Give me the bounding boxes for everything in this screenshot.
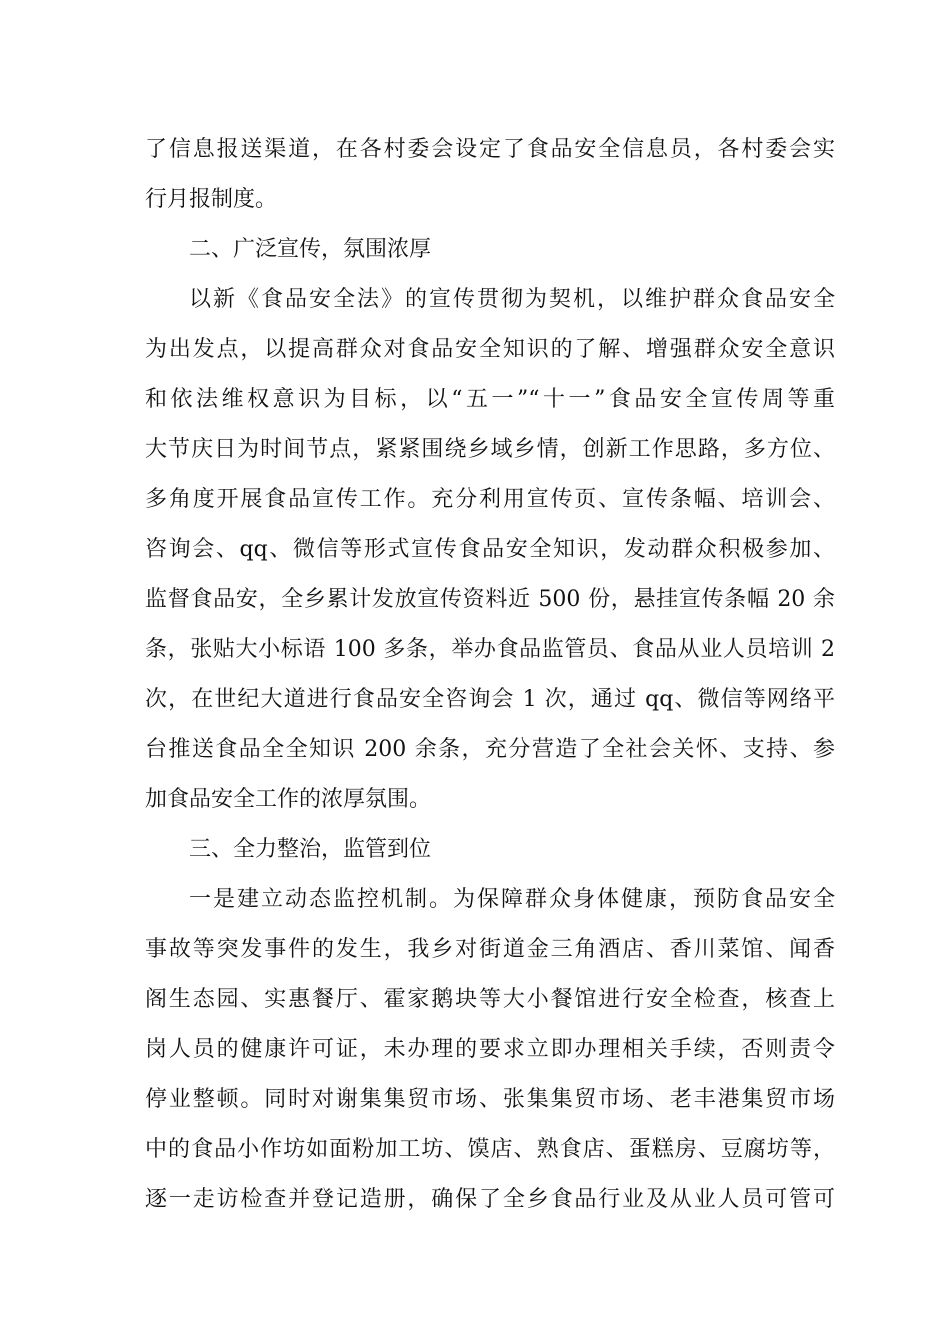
paragraph-line: 逐一走访检查并登记造册，确保了全乡食品行业及从业人员可管可 [145, 1187, 835, 1212]
paragraph-line: 次，在世纪大道进行食品安全咨询会 1 次，通过 qq、微信等网络平 [145, 687, 835, 712]
paragraph-line: 中的食品小作坊如面粉加工坊、馍店、熟食店、蛋糕房、豆腐坊等， [145, 1137, 835, 1162]
paragraph-line: 岗人员的健康许可证，未办理的要求立即办理相关手续，否则责令 [145, 1037, 835, 1062]
paragraph-line: 和依法维权意识为目标，以“五一”“十一”食品安全宣传周等重 [145, 387, 835, 412]
paragraph-line: 监督食品安，全乡累计发放宣传资料近 500 份，悬挂宣传条幅 20 余 [145, 587, 835, 612]
paragraph-line: 行月报制度。 [145, 187, 278, 212]
paragraph-line: 加食品安全工作的浓厚氛围。 [145, 787, 432, 812]
paragraph-line: 台推送食品全全知识 200 余条，充分营造了全社会关怀、支持、参 [145, 737, 835, 762]
paragraph-line: 阁生态园、实惠餐厅、霍家鹅块等大小餐馆进行安全检查，核查上 [145, 987, 835, 1012]
paragraph-line: 以新《食品安全法》的宣传贯彻为契机，以维护群众食品安全 [189, 287, 835, 312]
section-heading: 三、全力整治，监管到位 [189, 837, 432, 862]
paragraph-line: 一是建立动态监控机制。为保障群众身体健康，预防食品安全 [189, 887, 835, 912]
paragraph-line: 咨询会、qq、微信等形式宣传食品安全知识，发动群众积极参加、 [145, 537, 835, 562]
paragraph-line: 条，张贴大小标语 100 多条，举办食品监管员、食品从业人员培训 2 [145, 637, 835, 662]
paragraph-line: 事故等突发事件的发生，我乡对街道金三角酒店、香川菜馆、闻香 [145, 937, 835, 962]
paragraph-line: 为出发点，以提高群众对食品安全知识的了解、增强群众安全意识 [145, 337, 835, 362]
paragraph-line: 大节庆日为时间节点，紧紧围绕乡域乡情，创新工作思路，多方位、 [145, 437, 835, 462]
paragraph-line: 了信息报送渠道，在各村委会设定了食品安全信息员，各村委会实 [145, 137, 835, 162]
section-heading: 二、广泛宣传，氛围浓厚 [189, 237, 432, 262]
body-text [145, 125, 835, 1225]
paragraph-line: 多角度开展食品宣传工作。充分利用宣传页、宣传条幅、培训会、 [145, 487, 835, 512]
paragraph-line: 停业整顿。同时对谢集集贸市场、张集集贸市场、老丰港集贸市场 [145, 1087, 835, 1112]
